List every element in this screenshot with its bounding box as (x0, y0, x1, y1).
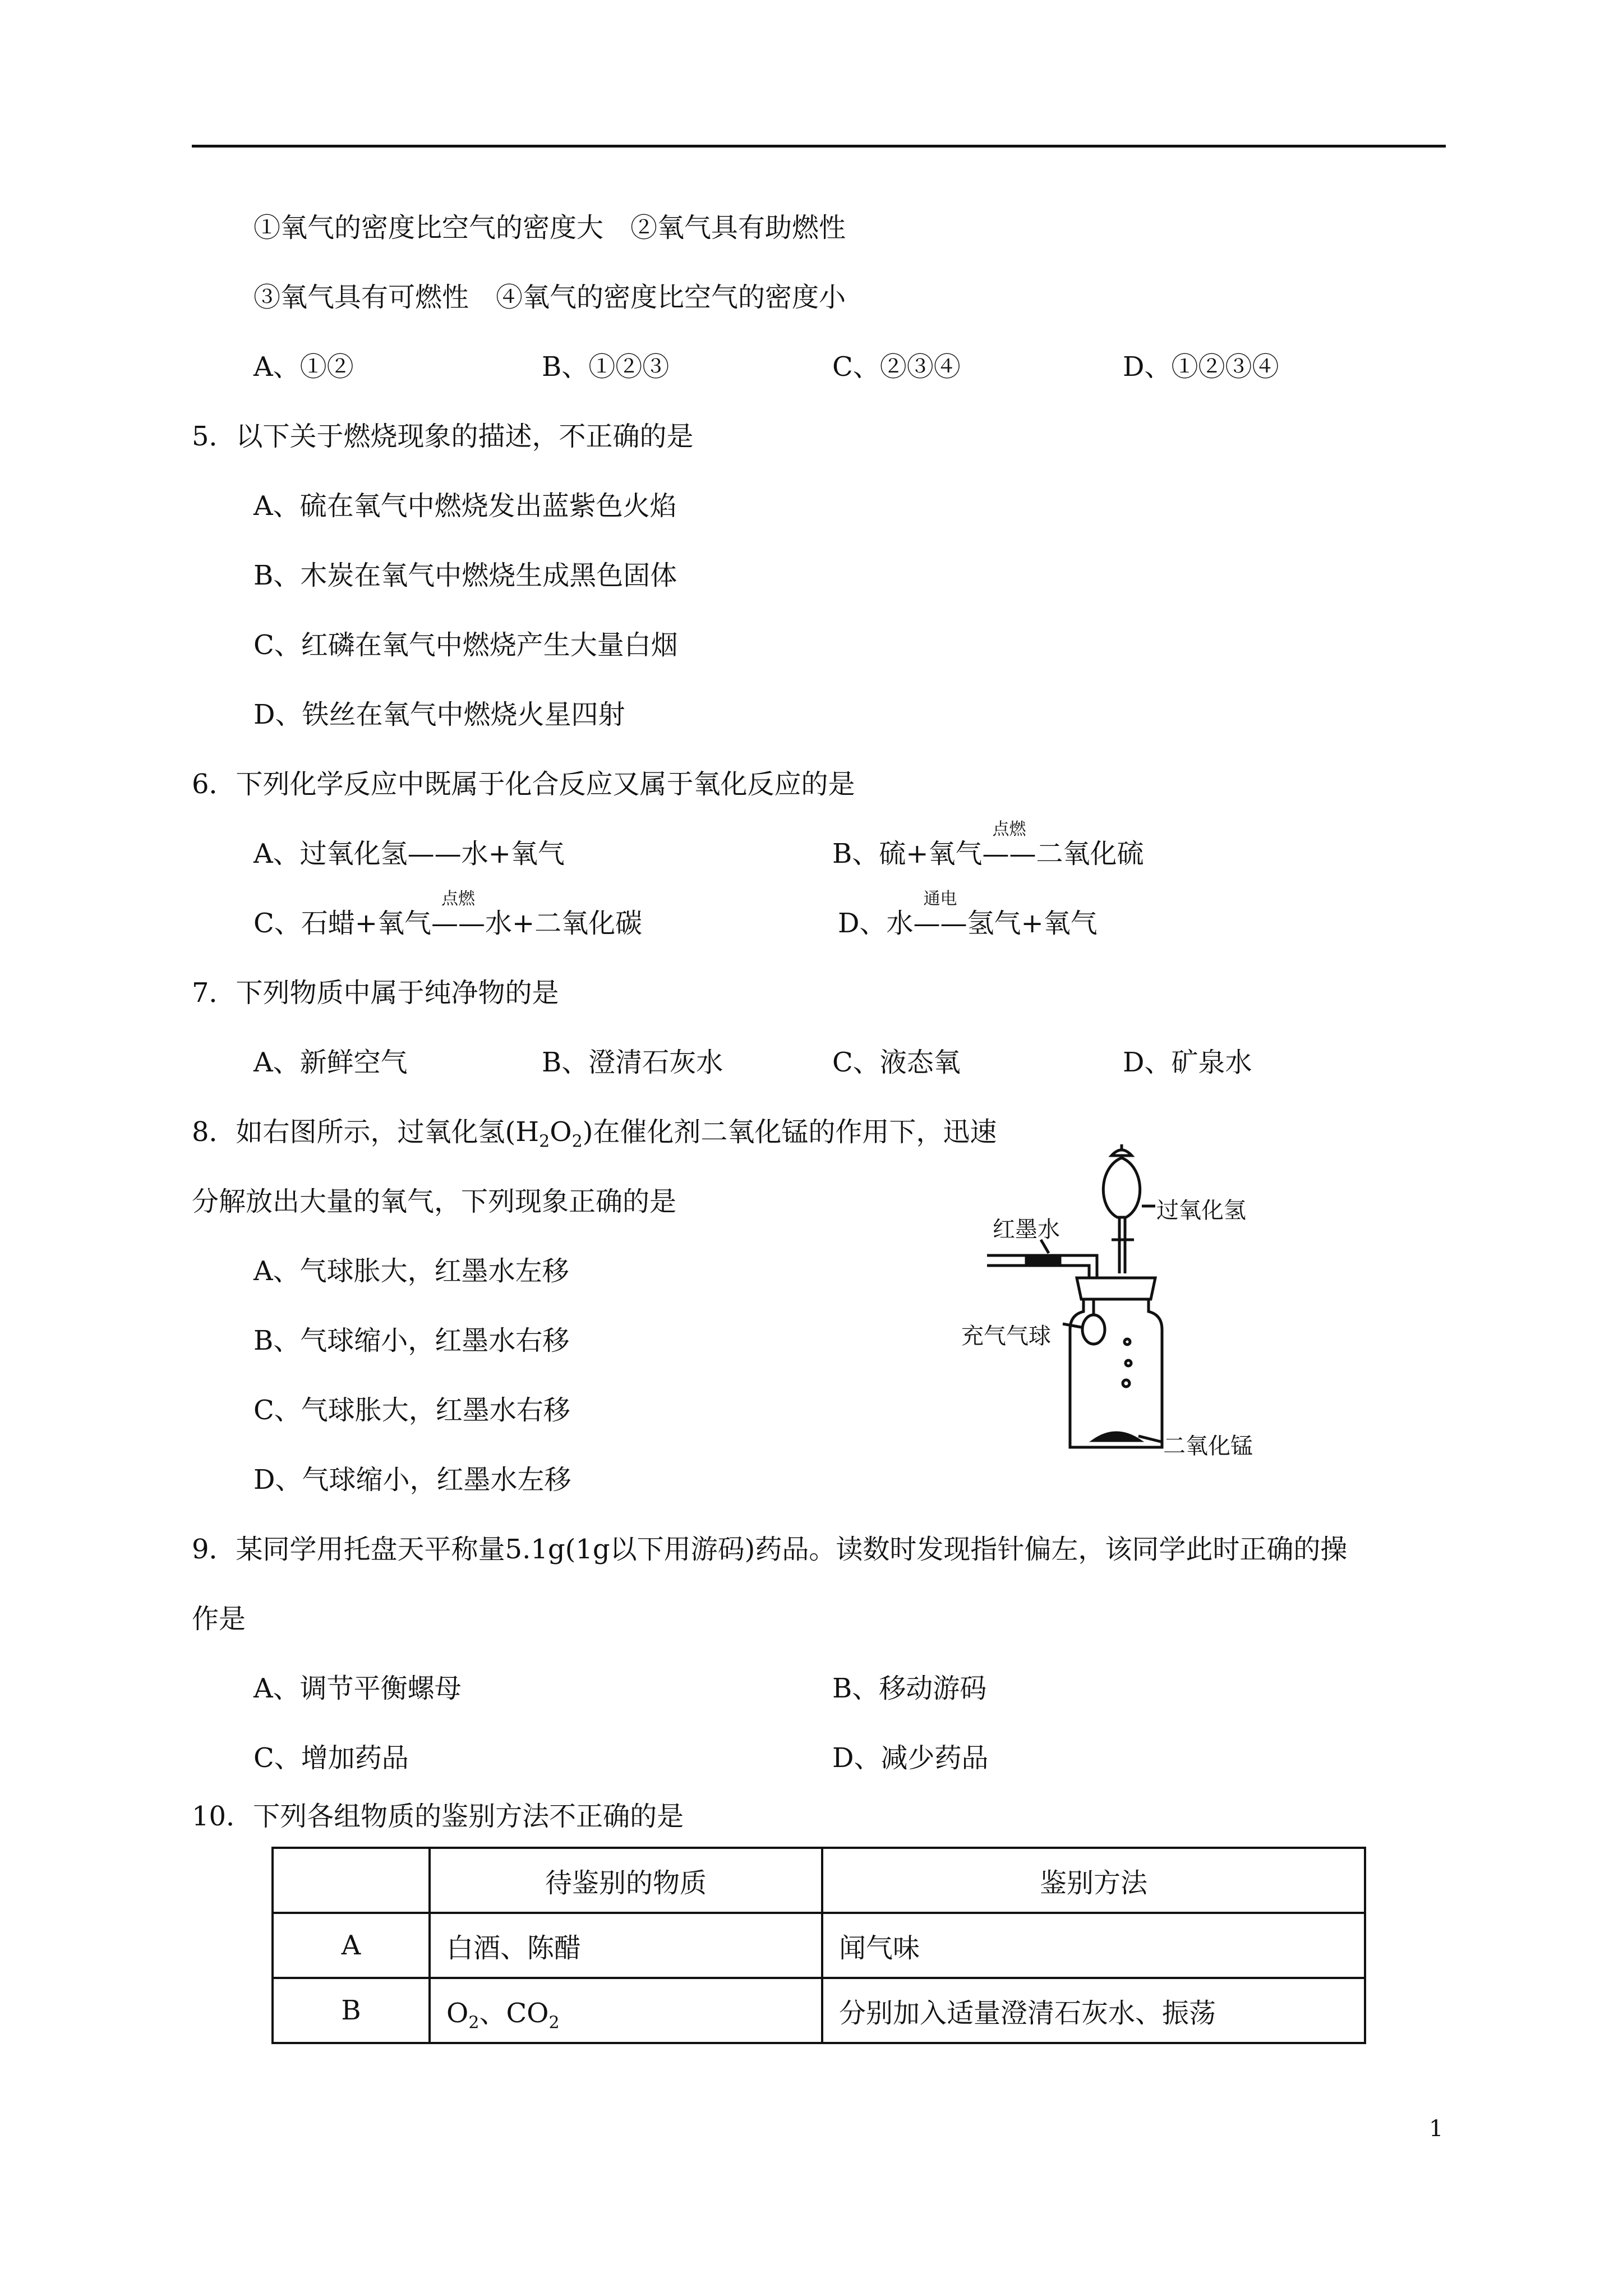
q5-stem: 5．以下关于燃烧现象的描述，不正确的是 (192, 421, 694, 452)
table-row (273, 1913, 1365, 1978)
q8-apparatus-figure (987, 1133, 1279, 1458)
row-key: B (273, 1978, 430, 2043)
q5-option-d: D、铁丝在氧气中燃烧火星四射 (253, 699, 625, 730)
row-method: 分别加入适量澄清石灰水、振荡 (822, 1978, 1365, 2043)
bubble (1126, 1360, 1131, 1366)
q6-d-arrow: 通电 —— (913, 889, 967, 939)
q6-stem: 6．下列化学反应中既属于化合反应又属于氧化反应的是 (192, 769, 855, 800)
table-header-substances: 待鉴别的物质 (430, 1848, 822, 1913)
q5-option-c: C、红磷在氧气中燃烧产生大量白烟 (253, 629, 678, 661)
q6-b-right: 二氧化硫 (1036, 838, 1144, 869)
row-substances: $O_2$、$CO_2$ (430, 1978, 822, 2043)
q6-option-c (253, 889, 643, 939)
q8-option-c: C、气球胀大，红墨水右移 (253, 1395, 570, 1426)
q9-option-d: D、减少药品 (832, 1742, 989, 1774)
q7-option-d: D、矿泉水 (1123, 1047, 1252, 1078)
q8-option-d: D、气球缩小，红墨水左移 (253, 1464, 571, 1496)
q6-option-b (832, 820, 1144, 869)
q6-d-right: 氢气+氧气 (967, 908, 1098, 939)
header-rule (192, 145, 1446, 148)
q5-option-b: B、木炭在氧气中燃烧生成黑色固体 (253, 560, 677, 591)
q7-stem: 7．下列物质中属于纯净物的是 (192, 977, 559, 1009)
balloon (1082, 1315, 1105, 1344)
q6-c-left: C、石蜡+氧气 (253, 908, 431, 939)
row-substances: 白酒、陈醋 (430, 1913, 822, 1978)
q9-option-b: B、移动游码 (832, 1673, 987, 1704)
figure-label-balloon: 充气气球 (961, 1323, 1051, 1349)
q8-h2o2-sub-1: 2 (539, 1131, 550, 1152)
q6-a-arrow: —— (407, 838, 462, 869)
q7-option-a: A、新鲜空气 (253, 1047, 408, 1078)
q8-stem-line-2: 分解放出大量的氧气，下列现象正确的是 (192, 1186, 677, 1217)
q9-stem-line-2: 作是 (192, 1603, 246, 1635)
page-number: 1 (1429, 2116, 1444, 2142)
side-tube-inner (987, 1266, 1089, 1279)
figure-label-mno2: 二氧化锰 (1163, 1433, 1253, 1459)
q10-table (271, 1847, 1366, 2044)
figure-label-peroxide: 过氧化氢 (1156, 1198, 1246, 1223)
bubble (1124, 1339, 1130, 1345)
table-row (273, 1978, 1365, 2043)
q4-option-a: A、①② (253, 351, 354, 383)
mno2-pile (1094, 1433, 1140, 1441)
q6-a-right: 水+氧气 (461, 838, 565, 869)
q7-option-c: C、液态氧 (832, 1047, 961, 1078)
q6-c-arrow: 点燃 —— (431, 889, 485, 939)
bottle-stopper (1077, 1278, 1155, 1299)
q8-option-b: B、气球缩小，红墨水右移 (253, 1325, 570, 1356)
q4-items-line-2: ③氧气具有可燃性 ④氧气的密度比空气的密度小 (253, 282, 846, 313)
q8-stem-line-1: 8．如右图所示，过氧化氢$(H_2O_2)$在催化剂二氧化锰的作用下，迅速 (192, 1116, 997, 1152)
q6-c-right: 水+二氧化碳 (485, 908, 643, 939)
q10-stem: 10．下列各组物质的鉴别方法不正确的是 (192, 1801, 684, 1832)
q6-d-left: D、水 (838, 908, 914, 939)
q6-b-arrow: 点燃 —— (982, 820, 1036, 869)
q6-b-left: B、硫+氧气 (832, 838, 983, 869)
table-header-row (273, 1848, 1365, 1913)
bubble (1123, 1380, 1129, 1387)
q4-option-c: C、②③④ (832, 351, 961, 383)
funnel-top (1112, 1150, 1132, 1156)
table-header-method: 鉴别方法 (822, 1848, 1365, 1913)
q9-option-a: A、调节平衡螺母 (253, 1673, 462, 1704)
q9-option-c: C、增加药品 (253, 1742, 409, 1774)
q6-b-condition: 点燃 (992, 820, 1026, 839)
q4-option-b: B、①②③ (542, 351, 670, 383)
row-method: 闻气味 (822, 1913, 1365, 1978)
q8-option-a: A、气球胀大，红墨水左移 (253, 1255, 569, 1287)
q4-items-line-1: ①氧气的密度比空气的密度大 ②氧气具有助燃性 (253, 212, 846, 243)
q7-option-b: B、澄清石灰水 (542, 1047, 723, 1078)
funnel-bulb (1103, 1158, 1140, 1217)
q4-option-d: D、①②③④ (1123, 351, 1279, 383)
q5-option-a: A、硫在氧气中燃烧发出蓝紫色火焰 (253, 490, 677, 522)
q6-c-condition: 点燃 (441, 889, 475, 909)
q9-stem-line-1: 9．某同学用托盘天平称量5.1g(1g以下用游码)药品。读数时发现指针偏左，该同学此时正确的操 (192, 1534, 1348, 1565)
q6-option-d (838, 889, 1098, 939)
q8-h2o2-sub-2: 2 (571, 1131, 583, 1152)
red-ink-plug (1026, 1255, 1060, 1266)
row-key: A (273, 1913, 430, 1978)
table-header-cell-blank (273, 1848, 430, 1913)
q6-option-a (253, 840, 565, 867)
leader-balloon (1063, 1324, 1081, 1327)
q6-a-left: A、过氧化氢 (253, 838, 408, 869)
figure-label-red-ink: 红墨水 (993, 1217, 1060, 1243)
q6-d-condition: 通电 (923, 889, 957, 909)
